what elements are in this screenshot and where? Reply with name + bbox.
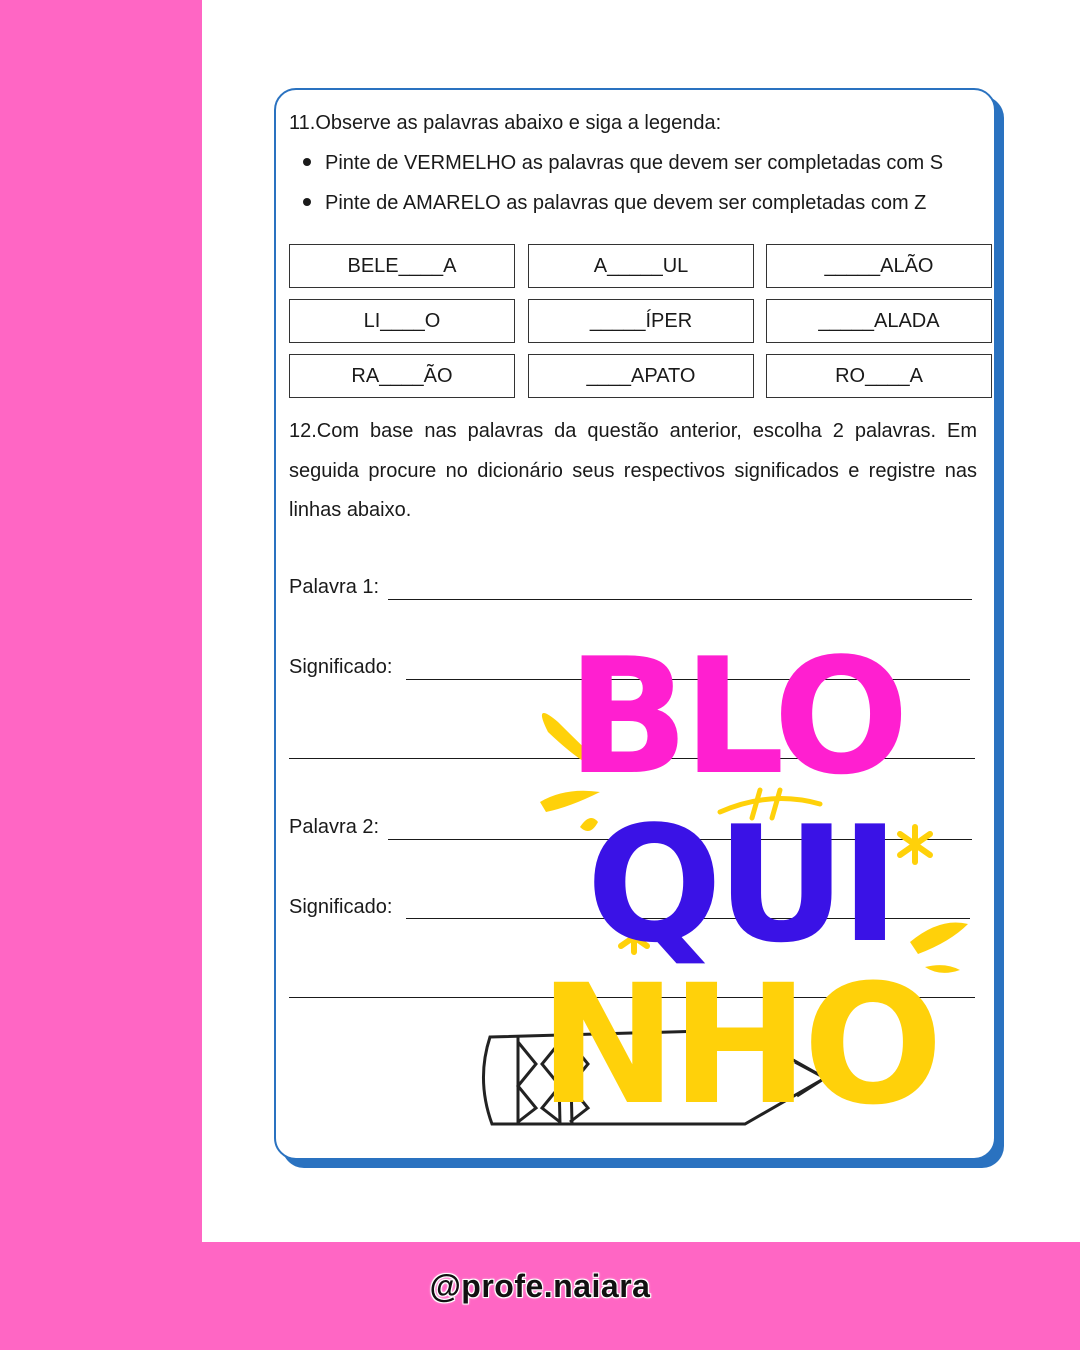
question-12-text: 12.Com base nas palavras da questão anterior, escolha 2 palavras. Em seguida procure no dicionário seus respectivos significados e registre nas linhas abaixo. — [289, 420, 977, 521]
bullet-dot — [303, 158, 311, 166]
bullet-yellow-instruction — [303, 192, 926, 215]
bloquinho-sticker — [470, 612, 990, 1142]
bullet-red-instruction — [303, 152, 943, 175]
word-cell[interactable]: BELE____A — [289, 244, 515, 288]
word-cell[interactable]: _____ALADA — [766, 299, 992, 343]
sticker-line-3: NHO — [538, 949, 938, 1141]
bullet-text: Pinte de VERMELHO as palavras que devem ser completadas com S — [325, 152, 944, 174]
question-11-title: 11.Observe as palavras abaixo e siga a legenda: — [289, 112, 722, 134]
palavra-2-label: Palavra 2: — [289, 816, 380, 838]
significado-2-label: Significado: — [289, 896, 393, 918]
palavra-1-label: Palavra 1: — [289, 576, 380, 598]
bullet-dot — [303, 198, 311, 206]
word-cell[interactable]: ____APATO — [528, 354, 754, 398]
word-cell[interactable]: A_____UL — [528, 244, 754, 288]
bullet-text: Pinte de AMARELO as palavras que devem ser completadas com Z — [325, 192, 927, 214]
word-cell[interactable]: LI____O — [289, 299, 515, 343]
footer-handle: @profe.naiara — [429, 1268, 651, 1304]
significado-1-label: Significado: — [289, 656, 393, 678]
sticker-line-1: BLO — [566, 623, 904, 810]
word-cell[interactable]: _____ALÃO — [766, 244, 992, 288]
word-cell[interactable]: _____ÍPER — [528, 299, 754, 343]
word-grid — [289, 244, 993, 398]
word-cell[interactable]: RA____ÃO — [289, 354, 515, 398]
palavra-1-answer-line[interactable] — [388, 599, 972, 600]
word-cell[interactable]: RO____A — [766, 354, 992, 398]
sticker-line-2: QUI — [586, 791, 894, 978]
